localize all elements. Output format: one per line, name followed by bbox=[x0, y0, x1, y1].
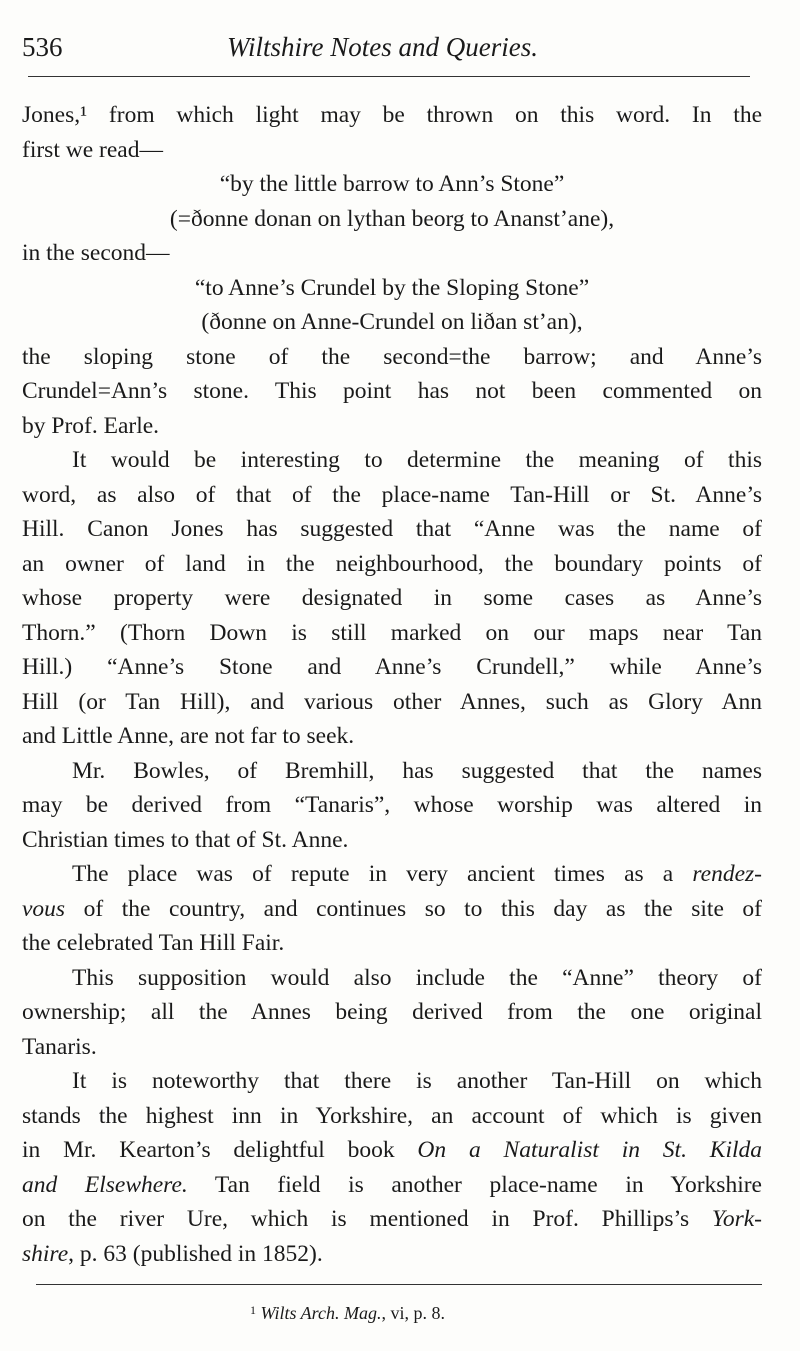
text-line bbox=[22, 1237, 762, 1272]
quoted-line: “by the little barrow to Ann’s Stone” bbox=[219, 171, 565, 197]
italic-text: and Elsewhere. bbox=[22, 1171, 188, 1198]
text-line: may be derived from “Tanaris”, whose worship was altered in bbox=[22, 792, 762, 818]
footnote bbox=[250, 1303, 445, 1324]
text-line: It is noteworthy that there is another Tan-Hill on which bbox=[72, 1068, 762, 1094]
text-line: the sloping stone of the second=the barrow; and Anne’s bbox=[22, 343, 762, 370]
quoted-line: (=ðonne donan on lythan beorg to Ananst’ane), bbox=[169, 205, 615, 232]
text-run: on the river Ure, which is mentioned in Prof. Phillips’s bbox=[22, 1206, 712, 1232]
text-line: Crundel=Ann’s stone. This point has not been commented on bbox=[22, 378, 762, 404]
text-line: by Prof. Earle. bbox=[22, 412, 160, 439]
text-run: in Mr. Kearton’s delightful book bbox=[22, 1137, 418, 1163]
footnote-ref: , vi, p. 8. bbox=[381, 1303, 446, 1323]
footnote-marker: 1 bbox=[250, 1303, 256, 1317]
body-text bbox=[22, 98, 762, 1271]
text-line: It would be interesting to determine the meaning of this bbox=[72, 447, 762, 473]
footnote-source: Wilts Arch. Mag. bbox=[260, 1303, 382, 1323]
quoted-line: (ðonne on Anne-Crundel on liðan st’an), bbox=[201, 309, 583, 335]
text-line: Hill. Canon Jones has suggested that “Anne was the name of bbox=[22, 516, 762, 542]
text-line: first we read— bbox=[22, 136, 163, 163]
text-line: stands the highest inn in Yorkshire, an account of which is given bbox=[22, 1102, 762, 1129]
text-line: Jones,¹ from which light may be thrown on this word. In the bbox=[22, 102, 762, 128]
text-run: , p. 63 (published in 1852). bbox=[68, 1240, 323, 1267]
text-line: Thorn.” (Thorn Down is still marked on our maps near Tan bbox=[22, 619, 762, 646]
text-line: Mr. Bowles, of Bremhill, has suggested that the names bbox=[72, 757, 762, 784]
text-line bbox=[22, 1168, 762, 1203]
text-line: ownership; all the Annes being derived from the one original bbox=[22, 999, 762, 1025]
text-run: of the country, and continues so to this day as the site of bbox=[65, 895, 762, 922]
text-run: Tan field is another place-name in Yorkshire bbox=[187, 1171, 762, 1198]
text-line: This supposition would also include the “Anne” theory of bbox=[72, 964, 762, 991]
text-line: word, as also of that of the place-name Tan-Hill or St. Anne’s bbox=[22, 481, 762, 508]
text-run: The place was of repute in very ancient times as a bbox=[72, 861, 693, 887]
footnote-rule bbox=[36, 1284, 762, 1285]
italic-text: On a Naturalist in St. Kilda bbox=[417, 1137, 762, 1163]
text-line: Tanaris. bbox=[22, 1033, 97, 1060]
text-line: the celebrated Tan Hill Fair. bbox=[22, 930, 285, 956]
text-line: and Little Anne, are not far to seek. bbox=[22, 723, 355, 749]
page-header bbox=[22, 28, 760, 68]
text-line bbox=[22, 892, 762, 927]
text-line: Christian times to that of St. Anne. bbox=[22, 826, 349, 853]
italic-text: York- bbox=[711, 1206, 762, 1232]
text-line: an owner of land in the neighbourhood, the boundary points of bbox=[22, 550, 762, 577]
text-line: in the second— bbox=[22, 240, 170, 266]
text-line bbox=[22, 1202, 762, 1237]
italic-text: rendez- bbox=[692, 861, 762, 887]
text-line: whose property were designated in some cases as Anne’s bbox=[22, 585, 762, 611]
text-line: Hill.) “Anne’s Stone and Anne’s Crundell,” while Anne’s bbox=[22, 654, 762, 680]
text-line: Hill (or Tan Hill), and various other Annes, such as Glory Ann bbox=[22, 688, 762, 715]
text-line bbox=[22, 1133, 762, 1168]
page-number: 536 bbox=[22, 32, 63, 62]
running-title: Wiltshire Notes and Queries. bbox=[227, 32, 538, 62]
header-rule bbox=[28, 76, 750, 77]
italic-text: shire bbox=[22, 1240, 69, 1267]
quoted-line: “to Anne’s Crundel by the Sloping Stone” bbox=[194, 274, 590, 301]
text-line bbox=[22, 857, 762, 892]
italic-text: vous bbox=[22, 895, 66, 922]
